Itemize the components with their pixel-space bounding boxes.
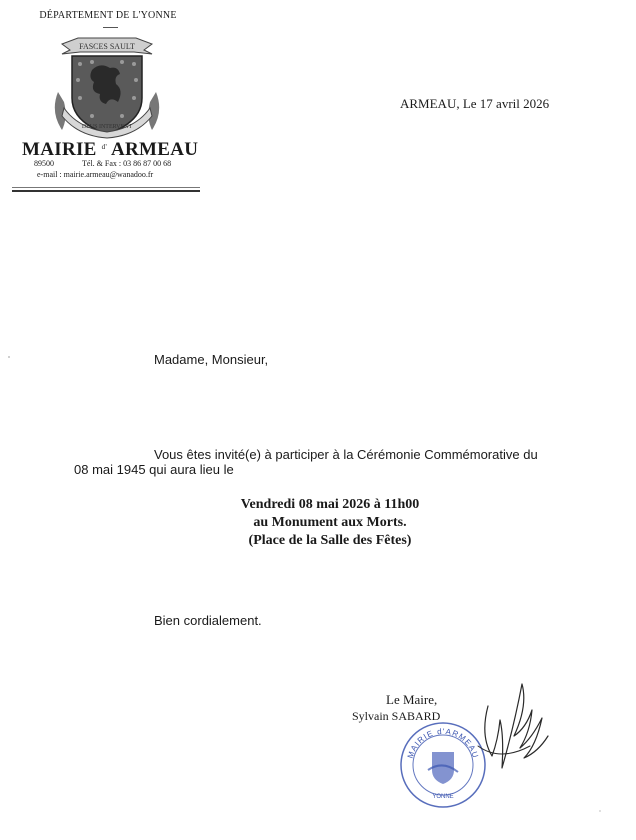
body-text-line-2: 08 mai 1945 qui aura lieu le [74,462,234,477]
title-connector: d' [101,143,108,151]
closing: Bien cordialement. [154,613,262,628]
place-and-date: ARMEAU, Le 17 avril 2026 [400,96,550,111]
town-name: ARMEAU [111,139,199,160]
stamp-top-text: MAIRIE d'ARMEAU [405,726,481,760]
event-place-detail: (Place de la Salle des Fêtes) [248,533,412,548]
signer-role: Le Maire, [386,692,438,707]
department-heading: DÉPARTEMENT DE L'YONNE [39,10,177,21]
department-underline [103,27,118,28]
postcode: 89500 [34,159,54,168]
body-text-line-1: Vous êtes invité(e) à participer à la Cérémonie Commémorative du [154,447,538,462]
scan-speck [599,810,601,812]
stamp-bottom-text: YONNE [432,794,454,800]
coat-of-arms-logo [48,32,166,140]
letterhead-rule-thin [12,187,200,188]
signer-name: Sylvain SABARD [352,709,441,723]
event-place: au Monument aux Morts. [253,515,407,530]
town-hall-title [22,139,198,161]
handwritten-signature [470,676,550,786]
crest-banner-text: FASCES SAULT [79,42,135,51]
scan-speck [8,356,10,358]
crest-motto-text: DEUS INTERVENT [81,124,133,130]
letterhead-rule-thick [12,190,200,192]
mairie-word: MAIRIE [22,139,97,160]
salutation: Madame, Monsieur, [154,352,269,367]
event-date: Vendredi 08 mai 2026 à 11h00 [240,497,420,512]
email-address: e-mail : mairie.armeau@wanadoo.fr [37,170,154,179]
phone-fax: Tél. & Fax : 03 86 87 00 68 [82,159,172,168]
